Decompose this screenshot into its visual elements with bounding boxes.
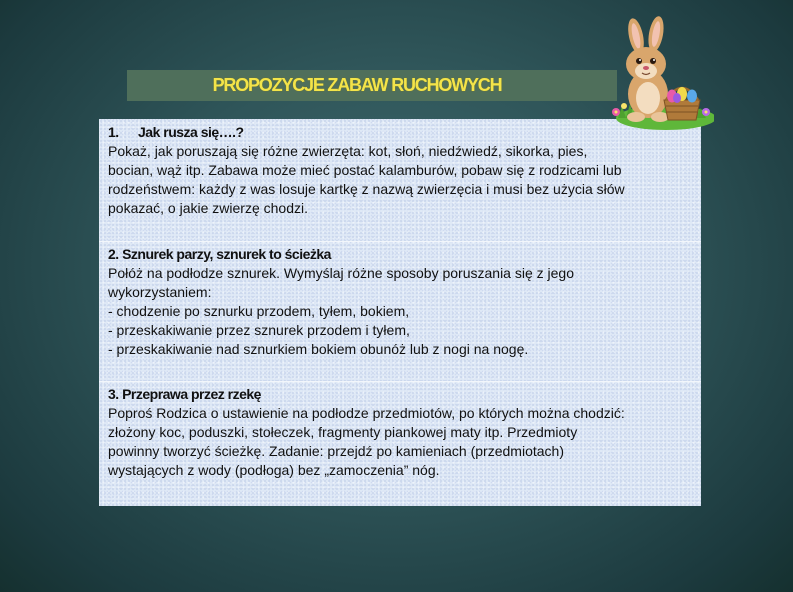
- text-line: bocian, wąż itp. Zabawa może mieć postać kalamburów, pobaw się z rodzicami lub: [108, 162, 622, 178]
- content-panel: [99, 119, 701, 506]
- text-line: powinny tworzyć ścieżkę. Zadanie: przejdź po kamieniach (przedmiotach): [108, 443, 564, 459]
- section-title: 3. Przeprawa przez rzekę: [108, 386, 261, 402]
- text-line: - chodzenie po sznurku przodem, tyłem, bokiem,: [108, 303, 410, 319]
- text-line: wykorzystaniem:: [108, 284, 212, 300]
- section-number: 1.: [108, 124, 119, 140]
- section-title: Jak rusza się….?: [138, 124, 244, 140]
- section-1: [99, 123, 701, 241]
- section-3: [99, 381, 701, 506]
- text-line: Pokaż, jak poruszają się różne zwierzęta: kot, słoń, niedźwiedź, sikorka, pies,: [108, 143, 588, 159]
- page-title: PROPOZYCJE ZABAW RUCHOWYCH: [212, 75, 502, 95]
- title-banner: [127, 70, 617, 101]
- text-line: pokazać, o jakie zwierzę chodzi.: [108, 200, 308, 216]
- text-line: rodzeństwem: każdy z was losuje kartkę z nazwą zwierzęcia i musi bez użycia słów: [108, 181, 625, 197]
- easter-bunny-icon: [598, 14, 714, 132]
- section-2: [99, 241, 701, 381]
- text-line: wystających z wody (podłoga) bez „zamoczenia” nóg.: [108, 462, 440, 478]
- text-line: złożony koc, poduszki, stołeczek, fragmenty piankowej maty itp. Przedmioty: [108, 424, 578, 440]
- text-line: - przeskakiwanie przez sznurek przodem i tyłem,: [108, 322, 410, 338]
- text-line: Poproś Rodzica o ustawienie na podłodze przedmiotów, po których można chodzić:: [108, 405, 625, 421]
- text-line: - przeskakiwanie nad sznurkiem bokiem obunóż lub z nogi na nogę.: [108, 341, 529, 357]
- text-line: Połóż na podłodze sznurek. Wymyślaj różne sposoby poruszania się z jego: [108, 265, 575, 281]
- section-title: 2. Sznurek parzy, sznurek to ścieżka: [108, 246, 331, 262]
